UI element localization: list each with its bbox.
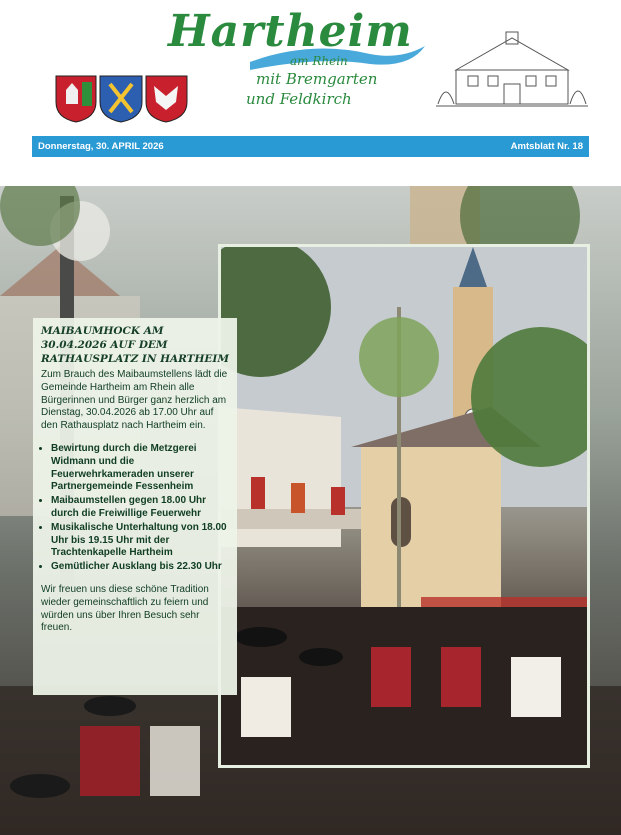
article-closing: Wir freuen uns diese schöne Tradition wieder gemeinschaftlich zu feiern und würden uns über Ihren Besuch sehr freuen. [41,583,209,634]
list-item: • Maibaumstellen gegen 18.00 Uhr durch die Freiwillige Feuerwehr [51,495,229,521]
list-item: • Gemütlicher Ausklang bis 22.30 Uhr [51,561,229,574]
masthead-subtitle-feldkirch: und Feldkirch [246,90,352,108]
list-item: • Musikalische Unterhaltung von 18.00 Uhr bis 19.15 Uhr mit der Trachtenkapelle Hartheim [51,522,229,560]
issue-number: Amtsblatt Nr. 18 [510,141,583,152]
masthead-title: Hartheim [168,6,413,57]
list-item: • Bewirtung durch die Metzgerei Widmann und die Feuerwehrkameraden unserer Partnergemeinde Fessenheim [51,443,229,494]
inset-photo [218,244,590,768]
article-intro: Zum Brauch des Maibaumstellens lädt die Gemeinde Hartheim am Rhein alle Bürgerinnen und Bürger ganz herzlich am Dienstag, 30.04.2026 ab 17.00 Uhr auf den Rathausplatz nach Hartheim ein. [41,369,228,432]
coat-of-arms-icons [54,72,189,124]
masthead-subtitle-bremgarten: mit Bremgarten [256,70,378,88]
issue-date: Donnerstag, 30. APRIL 2026 [38,141,164,152]
masthead-subtitle-am-rhein: am Rhein [290,54,348,68]
town-hall-sketch-icon [436,30,588,112]
article-headline: MAIBAUMHOCK AM 30.04.2026 AUF DEM RATHAUSPLATZ IN HARTHEIM [41,325,229,365]
inset-scene-icon [221,247,587,765]
article-list [41,443,229,574]
masthead [0,0,621,135]
issue-bar [32,136,589,157]
article-box [33,318,237,695]
